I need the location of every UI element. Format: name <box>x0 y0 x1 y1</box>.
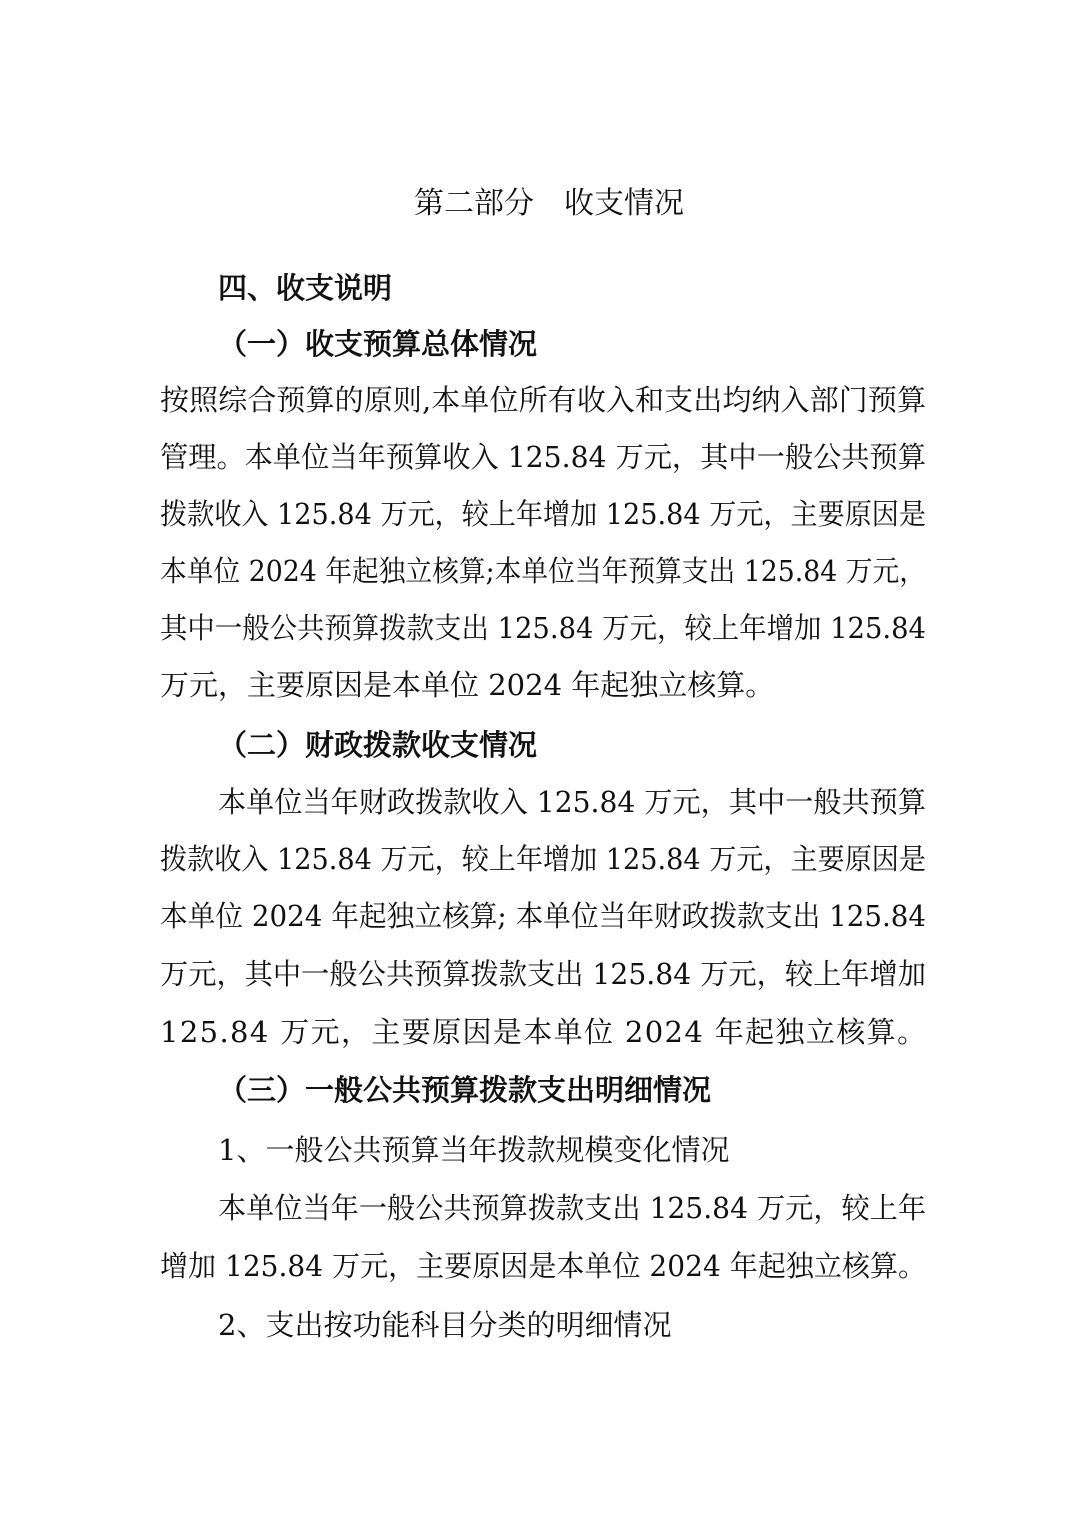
paragraph-line: 本单位 2024 年起独立核算; 本单位当年财政拨款支出 125.84 <box>160 899 926 933</box>
paragraph-line: 本单位当年财政拨款收入 125.84 万元，其中一般共预算 <box>218 785 926 819</box>
paragraph-line: 本单位 2024 年起独立核算;本单位当年预算支出 125.84 万元， <box>160 554 926 588</box>
paragraph-line: 万元，其中一般公共预算拨款支出 125.84 万元，较上年增加 <box>160 957 926 991</box>
section-heading: 四、收支说明 <box>218 271 393 305</box>
paragraph-line: 增加 125.84 万元，主要原因是本单位 2024 年起独立核算。 <box>160 1249 926 1283</box>
paragraph-line: 其中一般公共预算拨款支出 125.84 万元，较上年增加 125.84 <box>160 611 926 645</box>
paragraph-line: 万元，主要原因是本单位 2024 年起独立核算。 <box>160 668 775 702</box>
paragraph-line: 管理。本单位当年预算收入 125.84 万元，其中一般公共预算 <box>160 440 926 474</box>
paragraph-line: 125.84 万元，主要原因是本单位 2024 年起独立核算。 <box>160 1015 928 1049</box>
paragraph-line: 按照综合预算的原则,本单位所有收入和支出均纳入部门预算 <box>160 383 927 417</box>
paragraph-line: 本单位当年一般公共预算拨款支出 125.84 万元，较上年 <box>218 1191 926 1225</box>
paragraph-line: 拨款收入 125.84 万元，较上年增加 125.84 万元，主要原因是 <box>160 497 926 531</box>
list-item-heading: 1、一般公共预算当年拨款规模变化情况 <box>218 1133 730 1167</box>
list-item-heading: 2、支出按功能科目分类的明细情况 <box>218 1308 672 1342</box>
page-title: 第二部分 收支情况 <box>414 186 684 221</box>
subsection-heading-2: （二）财政拨款收支情况 <box>218 728 538 762</box>
subsection-heading-1: （一）收支预算总体情况 <box>218 327 538 361</box>
subsection-heading-3: （三）一般公共预算拨款支出明细情况 <box>218 1073 712 1107</box>
paragraph-line: 拨款收入 125.84 万元，较上年增加 125.84 万元，主要原因是 <box>160 842 926 876</box>
